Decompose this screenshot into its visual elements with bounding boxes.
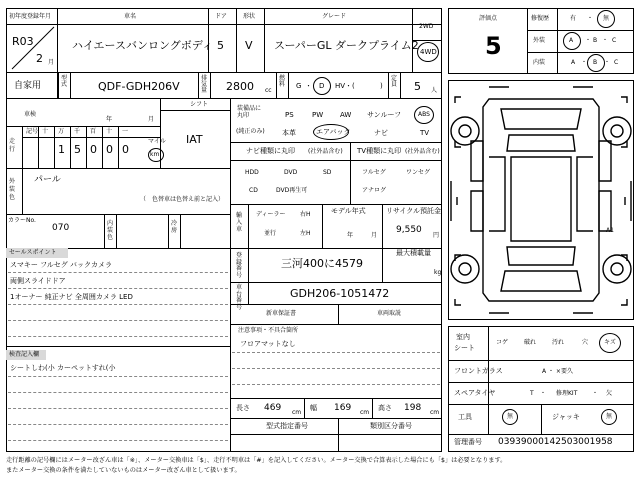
car-diagram [449,81,633,319]
mileage-digit-2: 5 [74,143,81,156]
seat-label-2: シート [454,344,475,352]
fuel-label: 燃料 [279,75,286,88]
sales-line-1: 両側スライドドア [10,277,66,285]
inspection-month-unit: 月 [148,116,155,123]
chassis-value: GDH206-1051472 [290,287,390,300]
mileage-digit-4: 0 [106,143,113,156]
model-name: ハイエースバンロングボディ [72,39,213,52]
width-cm: cm [360,409,370,416]
seat-burn: コゲ [496,339,509,346]
displacement-label: 排気量 [201,75,208,94]
model-name-label: 車名 [124,13,137,20]
cc-unit: cc [265,87,272,94]
mileage-digit-1: 1 [58,143,65,156]
registration-label: 登録番号 [236,252,243,279]
spare-none: 欠 [606,390,613,397]
exterior-c: C [612,37,617,44]
equip-airbag: エアバック [316,128,351,136]
displacement-value: 2800 [226,80,254,93]
interior-b: B [593,59,598,66]
ext-color-label: 外装色 [9,178,16,201]
equip-navi: ナビ [374,129,388,137]
month-unit: 月 [48,59,55,66]
diagram-mark-a1: A1 [606,227,614,234]
max-load-label: 最大積載量 [396,249,431,257]
length-label: 長さ [236,404,250,412]
mileage-unit-km: km [150,151,160,158]
mileage-header-1: 十 [42,128,49,135]
interior-a: A [571,59,576,66]
equipment-label2: (純正のみ) [236,128,265,135]
ext-color-value: パール [34,175,61,185]
class-label: 類別区分番号 [370,422,412,430]
drive-2wd: 2WD [419,23,434,30]
repair-yes: 有 [570,15,577,22]
type-label: 型式 [61,75,68,88]
navi-label: ナビ種類に丸印 [246,147,295,155]
import-label: 輸入車 [236,212,243,234]
equip-tv: TV [420,129,430,137]
width-value: 169 [334,403,352,413]
width-label: 幅 [310,404,317,412]
navi-note: (社外品含む) [308,148,343,155]
mileage-digit-5: 0 [122,143,129,156]
recycle-label: リサイクル預託金 [386,207,442,215]
equip-leather: 本革 [282,129,296,137]
exterior-label: 外装 [533,37,546,44]
seat-tear: 破れ [524,339,537,346]
recycle-value: 9,550 [396,225,422,235]
tv-label: TV種類に丸印 [357,147,402,155]
spare-label: スペアタイヤ [454,389,496,397]
mileage-header-6: 一 [122,128,129,135]
height-value: 198 [404,403,422,413]
warranty-label: 新車保証書 [266,310,297,317]
tv-oneseg: ワンセグ [406,169,431,176]
equipment-label: 装備品に丸印 [237,105,262,120]
mgmt-value: 03939000142503001958 [498,437,613,447]
navi-hdd: HDD [245,169,259,176]
doors-value: 5 [217,39,224,52]
chassis-label: 車台番号 [236,284,243,311]
interior-c: C [614,59,619,66]
seat-scratch: キズ [604,339,616,346]
reg-year-label: 初年度登録年月 [9,13,52,20]
drive-4wd: 4WD [420,48,437,56]
usage-value: 自家用 [14,81,42,91]
kg-unit: kg [434,269,442,276]
navi-sd: SD [323,169,332,176]
tv-fullseg: フルセグ [362,169,386,176]
sales-label: セールスポイント [9,249,57,256]
navi-cd: CD [249,187,258,194]
repair-no: 無 [603,15,610,22]
shape-label: 形状 [243,13,256,20]
yen-unit: 円 [433,232,440,239]
plate-value: 三河400に4579 [281,257,363,270]
equip-abs: ABS [418,111,430,118]
model-code: QDF-GDH206V [98,80,180,93]
rating-label: 評価点 [479,15,498,22]
int-color-label: 内装色 [107,220,114,242]
main-form-frame [6,8,442,452]
fuel-hv: HV・( [335,82,355,90]
model-month-unit: 月 [371,232,378,239]
repair-label: 修復歴 [531,15,550,22]
seat-stain: 汚れ [552,339,565,346]
glass-value: A ・ ×要久 [542,368,573,375]
grade-value: スーパーGL ダークプライム2 [274,39,419,52]
capacity-value: 5 [414,80,421,93]
doors-label: ドア [215,13,227,20]
model-year-unit: 年 [347,232,354,239]
seat-hole: 穴 [582,339,589,346]
navi-dvd: DVD [284,169,298,176]
equip-sunroof: サンルーフ [367,111,402,119]
mileage-header-3: 千 [74,128,81,135]
shift-value: IAT [186,133,203,146]
length-cm: cm [292,409,302,416]
inspector-line-0: シートしわ(小 カーペットすれ(小 [10,364,116,372]
tv-analog: アナログ [362,187,387,194]
jack-value: 無 [606,413,613,420]
fuel-d: D [319,82,325,90]
equip-ps: PS [285,111,294,119]
mileage-header-4: 百 [90,128,97,135]
reg-month: 2 [36,52,43,65]
color-change-note: （ 色替車は色替え前と記入） [140,196,225,203]
footer-line-1: 走行距離の記号欄にはメーター改ざん車は「※」、メーター交換車は「$」、走行不明車は「#」を記入してください。メーター交換で合算表示した場合にも「$」は必要となります。 [6,457,507,464]
manual-label: 車両取説 [377,310,402,317]
model-year-label: モデル年式 [331,207,366,215]
aircon-label: 冷房 [171,220,178,235]
tools-label: 工具 [458,413,472,421]
capacity-label: 定員 [391,75,398,88]
exterior-b: B [593,37,598,44]
mileage-label: 走行 [9,138,16,153]
inspection-year-unit: 年 [106,116,113,123]
equip-aw: AW [340,111,352,119]
footer-line-2: またメーター交換の条件を満たしていないものはメーター改ざん車として扱います。 [6,467,241,474]
fuel-g: G [296,82,302,90]
color-no-label: カラーNo. [8,217,36,224]
exterior-a: A [569,37,574,44]
notes-label: 注意事項・不具合箇所 [238,327,299,334]
sales-line-2: 1オーナー 純正ナビ 全周囲カメラ LED [10,293,133,301]
mileage-digit-3: 0 [90,143,97,156]
equip-pw: PW [312,111,324,119]
glass-label: フロントガラス [454,367,503,375]
import-right: 右H [300,211,311,218]
spare-kit: 修理KIT [556,390,578,397]
interior-label: 内装 [533,59,546,66]
mgmt-label: 管理番号 [454,438,482,446]
mileage-header-2: 万 [58,128,65,135]
mileage-header-5: 十 [106,128,113,135]
import-left: 左H [300,230,311,237]
height-cm: cm [430,409,440,416]
height-label: 高さ [378,404,392,412]
person-unit: 人 [431,87,438,94]
spare-t: T [530,390,534,397]
fuel-close: ) [380,82,383,90]
inspector-label: 検査記入欄 [9,351,40,358]
shape-value: V [245,39,253,52]
notes-line-0: フロアマットなし [240,340,296,348]
color-no-value: 070 [52,223,70,233]
sales-line-0: スマキー フルセグ バックカメラ [10,261,113,269]
import-parallel: 並行 [264,230,277,237]
reg-era-year: R03 [12,35,34,48]
import-dealer: ディーラー [256,211,286,218]
shift-label: シフト [190,101,209,108]
mileage-unit-mile: マイル [148,138,166,145]
jack-label: ジャッキ [552,413,580,421]
length-value: 469 [264,403,282,413]
navi-dvd-play: DVD再生可 [276,187,308,194]
grade-label: グレード [322,13,347,20]
inspection-label: 車検 [24,111,37,118]
tv-note: (社外品含む) [405,148,440,155]
auction-sheet: 初年度登録年月 車名 ドア 形状 グレード 2WD R03 2 月 ハイエースバンロングボディ 5 V スーパーGL ダークプライム2 4WD 自家用 型式 QDF-GDH206V 排気量 2800 cc 燃料 G ・ D HV・( ) 定員 5 人 車検 年 月 シフト IAT 走行 記号 十 万 1 千 5 百 0 十 0 一 0 マイル km 外装色 パール （ 色替車は色替え前と記入） カラーNo. 070 内装色 冷房 セールスポイント スマキー フルセグ バックカメラ 両側スライドドア 1オーナー 純正ナビ 全周囲カメラ LED 検査記入欄 シートしわ(小 カーペットすれ(小 装備品に丸印 (純正のみ) PS PW AW サンルーフ ABS 本革 エアバック ナビ TV ナビ種類に丸印 (社外品含む) TV種類に丸印 (社外品含む) HDD DVD SD CD DVD再生可 フルセグ ワンセグ アナログ 輸入車 ディーラー 並行 右H 左H モデル年式 年 月 リサイクル預託金 9,550 円 登録番号 三河400に4579 最大積載量 kg 車台番号 GDH206-1051472 新車保証書 車両取説 注意事項・不具合箇所 フロアマットなし 長さ 469 cm 幅 169 cm 高さ 198 cm 型式指定番号 類別区分番号 評価点 5 修復歴 有 ・ 無 外装 A ・ B ・ C 内装 A ・ B ・ C A1 室内 シート コゲ 破れ 汚れ 穴 キズ フロントガラス A ・ ×要久 スペアタイヤ T ・ 修理KIT ・ 欠 工具 無 ジャッキ 無 管理番号 03939000142503001958 走行距離の記号欄にはメーター改ざん車は「※」、メーター交換車は「$」、走行不明車は「#」を記入してください。メーター交換で合算表示した場合にも「$」は必要となります。 またメーター交換の条件を満たしていないものはメーター改ざん車として扱います。 [0,0,640,480]
tools-value: 無 [507,413,514,420]
mileage-header-0: 記号 [26,128,39,135]
type-cert-label: 型式指定番号 [266,422,308,430]
rating-value: 5 [485,32,502,60]
seat-label-1: 室内 [456,333,470,341]
